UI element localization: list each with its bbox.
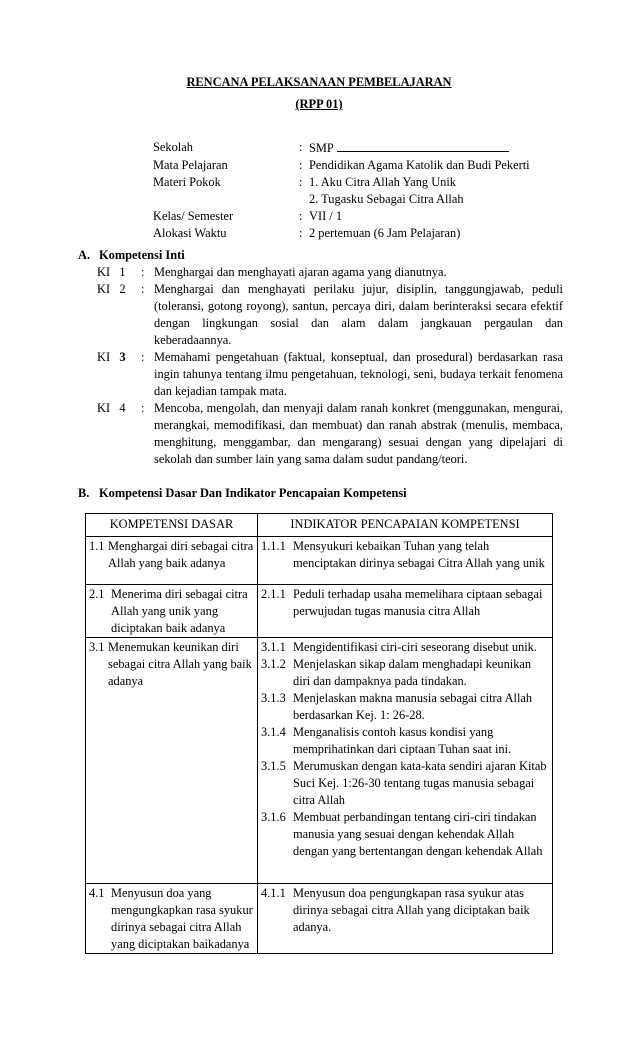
indicator-number: 1.1.1 [261, 539, 286, 553]
section-title: Kompetensi Inti [99, 248, 185, 262]
ki-colon: : [141, 350, 145, 364]
kd-cell [86, 537, 258, 585]
identity-label: Kelas/ Semester [153, 209, 234, 223]
table-header-row [86, 514, 553, 537]
identity-row-kelas-semester [153, 208, 593, 225]
table-row [86, 884, 553, 954]
indicator-item [261, 639, 549, 656]
kd-text: Menerima diri sebagai citra Allah yang unik yang diciptakan baik adanya [111, 587, 248, 635]
ki-text: Memahami pengetahuan (faktual, konseptual, dan prosedural) berdasarkan rasa ingin tahunya tentang ilmu pengetahuan, teknologi, seni, budaya terkait fenomena dan kejadian tampak mata. [154, 350, 563, 398]
ki-number: 2 [119, 282, 126, 296]
indicator-text: Mengidentifikasi ciri-ciri seseorang disebut unik. [293, 640, 537, 654]
ki-number: 3 [119, 350, 126, 364]
document-subtitle: (RPP 01) [295, 97, 343, 111]
indicator-number: 3.1.6 [261, 810, 286, 824]
kd-cell [86, 638, 258, 884]
indicator-number: 4.1.1 [261, 886, 286, 900]
identity-label: Mata Pelajaran [153, 158, 228, 172]
ki-item [97, 349, 563, 400]
identity-label: Materi Pokok [153, 175, 221, 189]
ki-item [97, 400, 563, 468]
indicator-item [261, 538, 549, 572]
kd-number: 3.1 [89, 640, 105, 654]
indicator-item [261, 885, 549, 936]
identity-value: 1. Aku Citra Allah Yang Unik [309, 175, 456, 189]
identity-row-materi-pokok [153, 174, 593, 191]
indicator-cell [258, 884, 553, 954]
ki-code: KI [97, 350, 111, 364]
indicator-number: 3.1.1 [261, 640, 286, 654]
indicator-cell [258, 537, 553, 585]
ki-item [97, 264, 563, 281]
section-a-heading [78, 247, 185, 264]
ki-item [97, 281, 563, 349]
indicator-number: 3.1.5 [261, 759, 286, 773]
ki-number: 4 [119, 401, 126, 415]
indicator-cell [258, 638, 553, 884]
section-b-heading [78, 485, 407, 502]
indicator-text: Membuat perbandingan tentang ciri-ciri tindakan manusia yang sesuai dengan kehendak Allah dengan yang bertentangan dengan kehendak Allah [293, 810, 543, 858]
identity-colon: : [299, 226, 303, 240]
ki-text: Menghargai dan menghayati perilaku jujur, disiplin, tanggungjawab, peduli (toleransi, gotong royong), santun, percaya diri, dalam berinteraksi secara efektif dengan lingkungan sosial dan alam dalam jangkauan pergaulan dan keberadaannya. [154, 282, 563, 347]
indicator-number: 3.1.2 [261, 657, 286, 671]
kompetensi-table [85, 513, 553, 954]
section-title: Kompetensi Dasar Dan Indikator Pencapaian Kompetensi [99, 486, 407, 500]
kd-number: 4.1 [89, 886, 105, 900]
kompetensi-inti-list [97, 264, 563, 468]
identity-value: SMP [309, 141, 334, 155]
ki-text: Mencoba, mengolah, dan menyaji dalam ranah konkret (menggunakan, mengurai, merangkai, memodifikasi, dan membuat) dan ranah abstrak (menulis, membaca, menghitung, menggambar, dan mengarang) sesuai dengan yang dipelajari di sekolah dan sumber lain yang sama dalam sudut pandang/teori. [154, 401, 563, 466]
table-row [86, 537, 553, 585]
indicator-number: 3.1.4 [261, 725, 286, 739]
ki-colon: : [141, 265, 145, 279]
indicator-number: 3.1.3 [261, 691, 286, 705]
kd-text: Menghargai diri sebagai citra Allah yang baik adanya [108, 539, 254, 570]
indicator-text: Menganalisis contoh kasus kondisi yang memprihatinkan dari ciptaan Tuhan saat ini. [293, 725, 512, 756]
blank-fill-line [337, 139, 509, 152]
indicator-item [261, 809, 549, 860]
identity-colon: : [299, 209, 303, 223]
identity-value: 2 pertemuan (6 Jam Pelajaran) [309, 226, 461, 240]
identity-label: Sekolah [153, 140, 193, 154]
identity-label: Alokasi Waktu [153, 226, 227, 240]
indicator-text: Menjelaskan makna manusia sebagai citra Allah berdasarkan Kej. 1: 26-28. [293, 691, 533, 722]
document-title: RENCANA PELAKSANAAN PEMBELAJARAN [186, 75, 452, 89]
indicator-item [261, 656, 549, 690]
ki-number: 1 [119, 265, 126, 279]
table-row [86, 585, 553, 638]
identity-block [153, 139, 593, 242]
ki-code: KI [97, 282, 111, 296]
ki-colon: : [141, 282, 145, 296]
identity-colon: : [299, 140, 303, 154]
kd-text: Menyusun doa yang mengungkapkan rasa syukur dirinya sebagai citra Allah yang diciptakan baikadanya [111, 886, 253, 951]
ki-code: KI [97, 265, 111, 279]
identity-row-mata-pelajaran [153, 157, 593, 174]
identity-row-alokasi-waktu [153, 225, 593, 242]
indicator-item [261, 758, 549, 809]
indicator-number: 2.1.1 [261, 587, 286, 601]
indicator-item [261, 690, 549, 724]
kd-text: Menemukan keunikan diri sebagai citra Allah yang baik adanya [108, 640, 252, 688]
ki-text: Menghargai dan menghayati ajaran agama yang dianutnya. [154, 265, 447, 279]
indicator-text: Merumuskan dengan kata-kata sendiri ajaran Kitab Suci Kej. 1:26-30 tentang tugas manusia sebagai citra Allah [293, 759, 547, 807]
table-row [86, 638, 553, 884]
table-header-kd: KOMPETENSI DASAR [86, 514, 258, 537]
ki-code: KI [97, 401, 111, 415]
kd-cell [86, 884, 258, 954]
identity-value: VII / 1 [309, 209, 343, 223]
identity-row-materi-pokok-continued [153, 191, 593, 208]
kd-number: 2.1 [89, 587, 105, 601]
indicator-text: Peduli terhadap usaha memelihara ciptaan sebagai perwujudan tugas manusia citra Allah [293, 587, 543, 618]
indicator-text: Menjelaskan sikap dalam menghadapi keunikan diri dan dampaknya pada tindakan. [293, 657, 532, 688]
indicator-cell [258, 585, 553, 638]
ki-colon: : [141, 401, 145, 415]
indicator-text: Menyusun doa pengungkapan rasa syukur atas dirinya sebagai citra Allah yang diciptakan baik adanya. [293, 886, 530, 934]
section-letter: A. [78, 248, 91, 262]
identity-colon: : [299, 158, 303, 172]
kd-cell [86, 585, 258, 638]
identity-value: 2. Tugasku Sebagai Citra Allah [309, 192, 464, 206]
table-header-indikator: INDIKATOR PENCAPAIAN KOMPETENSI [258, 514, 553, 537]
section-letter: B. [78, 486, 90, 500]
identity-row-sekolah [153, 139, 593, 157]
indicator-item [261, 724, 549, 758]
indicator-item [261, 586, 549, 620]
indicator-text: Mensyukuri kebaikan Tuhan yang telah menciptakan dirinya sebagai Citra Allah yang unik [293, 539, 545, 570]
kd-number: 1.1 [89, 539, 105, 553]
identity-colon: : [299, 175, 303, 189]
identity-value: Pendidikan Agama Katolik dan Budi Pekerti [309, 158, 530, 172]
